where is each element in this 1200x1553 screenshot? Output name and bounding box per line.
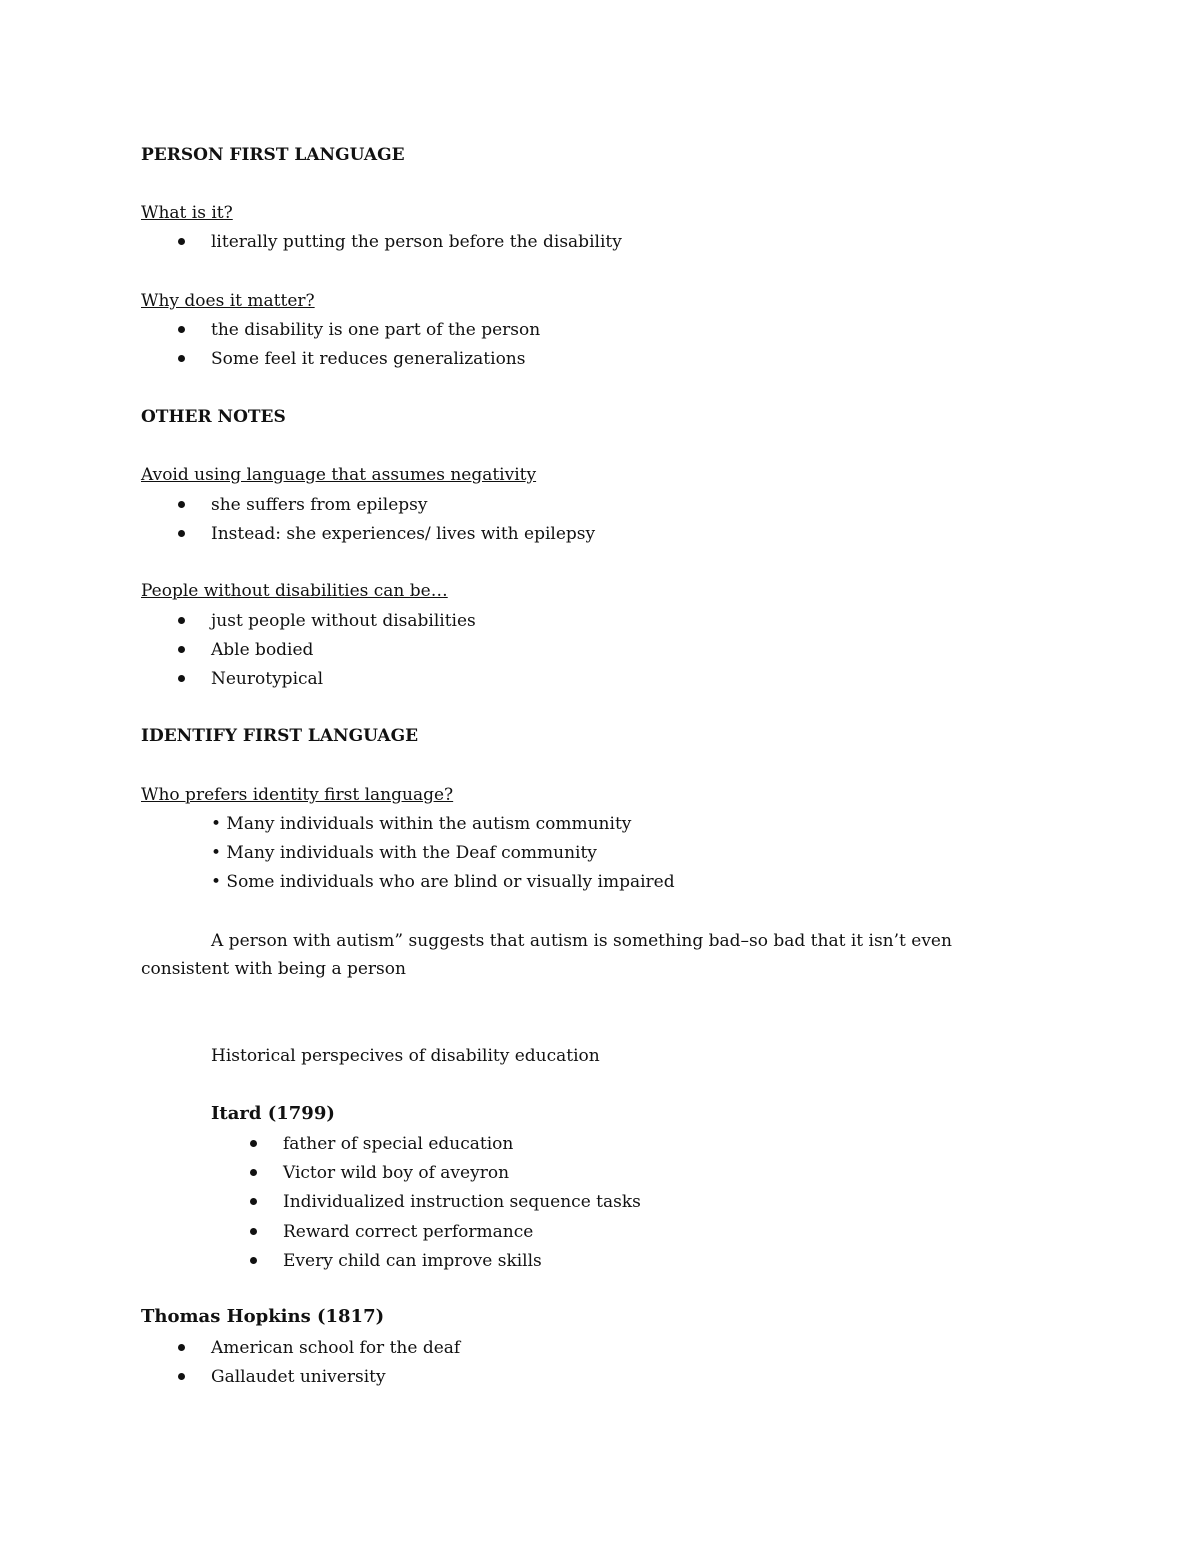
bullet-icon <box>178 1344 185 1351</box>
subheading-why-matter: Why does it matter? <box>141 291 315 311</box>
list-item: American school for the deaf <box>211 1338 461 1358</box>
bullet-icon <box>250 1198 257 1205</box>
list-item: Instead: she experiences/ lives with epilepsy <box>211 524 596 544</box>
subheading-who-prefers: Who prefers identity first language? <box>141 785 454 805</box>
section-heading-identify-first: IDENTIFY FIRST LANGUAGE <box>141 726 419 746</box>
list-item: Gallaudet university <box>211 1367 386 1387</box>
list-item: literally putting the person before the disability <box>211 232 622 252</box>
bullet-icon <box>178 675 185 682</box>
bullet-icon <box>250 1257 257 1264</box>
list-item: Neurotypical <box>211 669 324 689</box>
bullet-icon <box>250 1169 257 1176</box>
subheading-what-is-it: What is it? <box>141 203 233 223</box>
bullet-icon <box>178 238 185 245</box>
bullet-icon <box>178 617 185 624</box>
bullet-icon <box>250 1228 257 1235</box>
bullet-icon <box>178 326 185 333</box>
list-item: Reward correct performance <box>283 1222 534 1242</box>
section-heading-other-notes: OTHER NOTES <box>141 407 286 427</box>
list-item: Able bodied <box>211 640 314 660</box>
section-heading-person-first: PERSON FIRST LANGUAGE <box>141 145 405 165</box>
paragraph-line: A person with autism” suggests that autism is something bad–so bad that it isn’t even <box>211 931 952 951</box>
bullet-icon <box>250 1140 257 1147</box>
list-item: • Many individuals within the autism community <box>211 814 632 834</box>
paragraph-line: consistent with being a person <box>141 959 406 979</box>
list-item: Some feel it reduces generalizations <box>211 349 526 369</box>
list-item: Every child can improve skills <box>283 1251 542 1271</box>
historical-title: Historical perspecives of disability education <box>211 1046 600 1066</box>
list-item: • Many individuals with the Deaf community <box>211 843 597 863</box>
bullet-icon <box>178 355 185 362</box>
subheading-people-without: People without disabilities can be… <box>141 581 448 601</box>
subheading-avoid-negativity: Avoid using language that assumes negativity <box>141 465 537 485</box>
list-item: the disability is one part of the person <box>211 320 541 340</box>
bullet-icon <box>178 501 185 508</box>
list-item: she suffers from epilepsy <box>211 495 428 515</box>
bullet-icon <box>178 530 185 537</box>
list-item: father of special education <box>283 1134 514 1154</box>
list-item: Victor wild boy of aveyron <box>283 1163 510 1183</box>
hopkins-heading: Thomas Hopkins (1817) <box>141 1306 385 1327</box>
list-item: just people without disabilities <box>211 611 476 631</box>
bullet-icon <box>178 646 185 653</box>
list-item: Individualized instruction sequence tasks <box>283 1192 641 1212</box>
list-item: • Some individuals who are blind or visually impaired <box>211 872 675 892</box>
itard-heading: Itard (1799) <box>211 1103 335 1124</box>
bullet-icon <box>178 1373 185 1380</box>
